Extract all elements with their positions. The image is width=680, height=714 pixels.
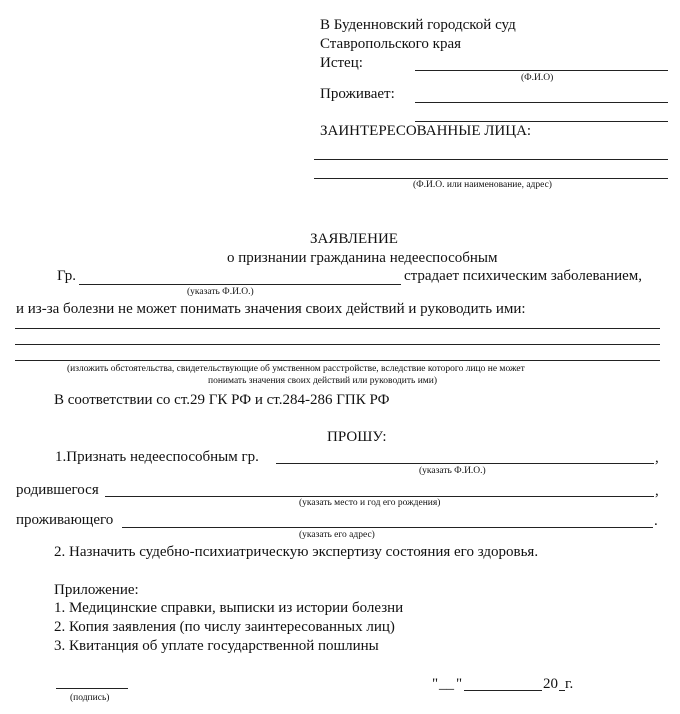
request-item-1-comma: , <box>655 450 659 466</box>
living-line[interactable] <box>122 527 653 528</box>
attachment-item: 2. Копия заявления (по числу заинтересованных лиц) <box>54 619 395 635</box>
attachment-item: 1. Медицинские справки, выписки из истории болезни <box>54 600 404 616</box>
date-quote-close: " <box>456 676 463 692</box>
circumstances-hint-2: понимать значения своих действий или руководить ими) <box>208 376 438 386</box>
attachments-heading: Приложение: <box>54 582 139 598</box>
document-title: ЗАЯВЛЕНИЕ <box>310 231 398 247</box>
interested-hint: (Ф.И.О. или наименование, адрес) <box>413 180 552 190</box>
living-label: проживающего <box>16 512 114 528</box>
attachment-item: 3. Квитанция об уплате государственной пошлины <box>54 638 379 654</box>
interested-line-1[interactable] <box>314 159 668 160</box>
born-label: родившегося <box>16 482 99 498</box>
plaintiff-name-line[interactable] <box>415 70 668 71</box>
interested-line-2[interactable] <box>314 178 668 179</box>
date-month-line[interactable] <box>464 690 542 691</box>
request-item-1: 1.Признать недееспособным гр. <box>55 449 259 465</box>
date-year-suffix: г. <box>565 676 574 692</box>
citizen-suffix: страдает психическим заболеванием, <box>404 268 642 284</box>
date-year-prefix: 20 <box>543 676 558 692</box>
citizen-prefix: Гр. <box>57 268 76 284</box>
living-hint: (указать его адрес) <box>299 530 375 540</box>
interested-parties-label: ЗАИНТЕРЕСОВАННЫЕ ЛИЦА: <box>320 123 532 139</box>
circumstances-line-2[interactable] <box>15 344 660 345</box>
citizen-name-line[interactable] <box>79 284 401 285</box>
circumstances-line-1[interactable] <box>15 328 660 329</box>
born-hint: (указать место и год его рождения) <box>299 498 441 508</box>
date-day-blank[interactable]: __ <box>439 676 454 692</box>
residence-line-1[interactable] <box>415 102 668 103</box>
plaintiff-fio-hint: (Ф.И.О) <box>521 73 554 83</box>
plaintiff-label: Истец: <box>320 55 363 71</box>
illness-statement: и из-за болезни не может понимать значения своих действий и руководить ими: <box>16 301 526 317</box>
living-period: . <box>654 513 658 529</box>
request-item-2: 2. Назначить судебно-психиатрическую экспертизу состояния его здоровья. <box>54 544 539 560</box>
citizen-hint: (указать Ф.И.О.) <box>187 287 254 297</box>
court-name: В Буденновский городской суд <box>320 17 516 33</box>
born-line[interactable] <box>105 496 654 497</box>
born-comma: , <box>655 483 659 499</box>
request-item-1-name-line[interactable] <box>276 463 654 464</box>
signature-hint: (подпись) <box>70 693 110 703</box>
request-heading: ПРОШУ: <box>327 429 387 445</box>
date-quote-open: " <box>432 676 439 692</box>
signature-line[interactable] <box>56 688 128 689</box>
legal-basis: В соответствии со ст.29 ГК РФ и ст.284-286 ГПК РФ <box>54 392 390 408</box>
document-subtitle: о признании гражданина недееспособным <box>227 250 498 266</box>
circumstances-line-3[interactable] <box>15 360 660 361</box>
request-item-1-hint: (указать Ф.И.О.) <box>419 466 486 476</box>
residence-line-2[interactable] <box>415 121 668 122</box>
residence-label: Проживает: <box>320 86 395 102</box>
circumstances-hint-1: (изложить обстоятельства, свидетельствующие об умственном расстройстве, вследствие которого лицо не может <box>67 364 525 374</box>
court-region: Ставропольского края <box>320 36 461 52</box>
